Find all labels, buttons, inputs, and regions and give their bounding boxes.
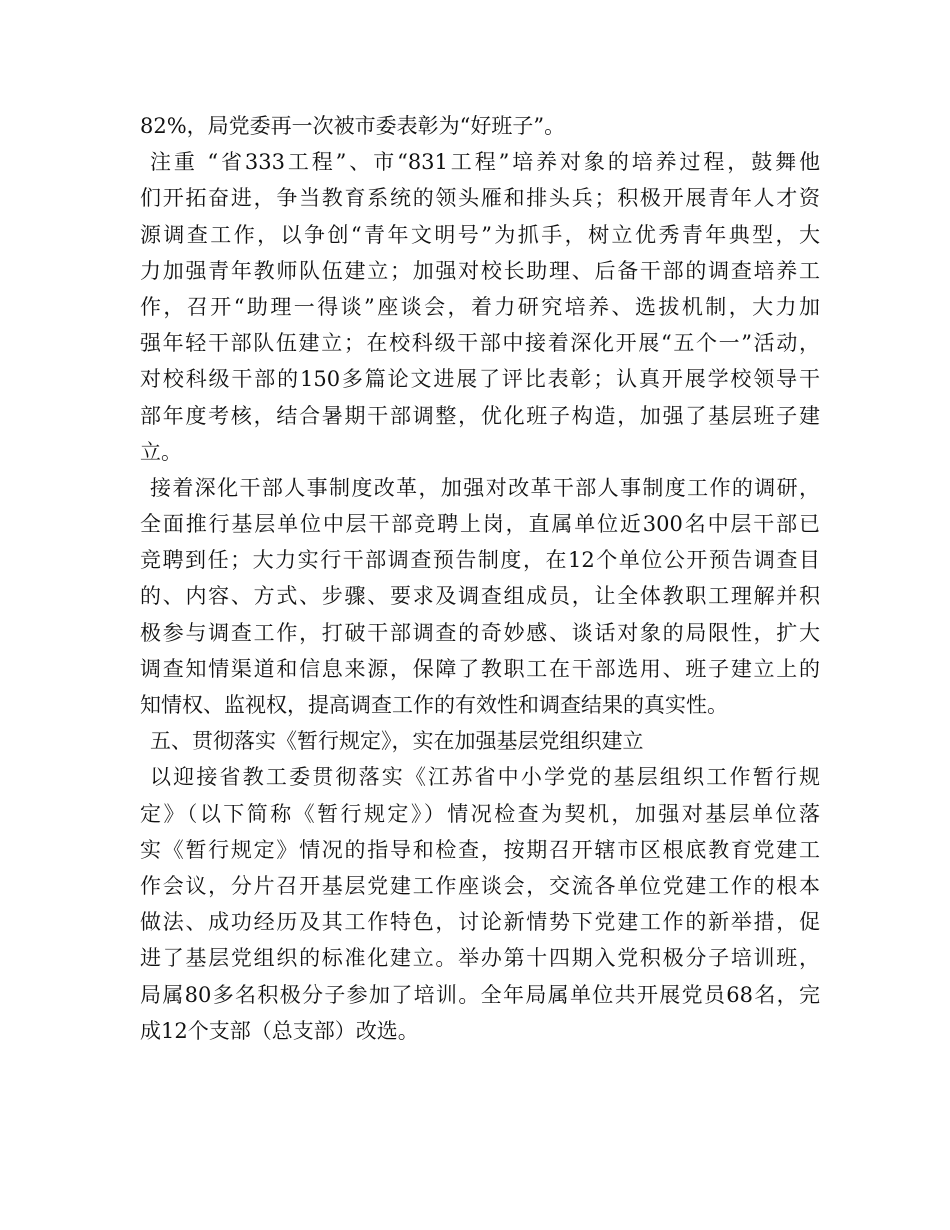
paragraph-line: 的、内容、方式、步骤、要求及调查组成员，让全体教职工理解并积 — [140, 584, 820, 609]
paragraph-line: 源调查工作，以争创“青年文明号”为抓手，树立优秀青年典型，大 — [140, 222, 820, 247]
paragraph-line: 知情权、监视权，提高调查工作的有效性和调查结果的真实性。 — [140, 693, 728, 717]
paragraph-line: 82%，局党委再一次被市委表彰为“好班子”。 — [140, 114, 566, 138]
paragraph-line: 接着深化干部人事制度改革，加强对改革干部人事制度工作的调研， — [150, 475, 820, 500]
document-body — [140, 108, 820, 1049]
paragraph-line: 竞聘到任；大力实行干部调查预告制度，在12个单位公开预告调查目 — [140, 548, 820, 573]
paragraph-line: 成12个支部（总支部）改选。 — [140, 1018, 419, 1043]
paragraph-line: 作会议，分片召开基层党建工作座谈会，交流各单位党建工作的根本 — [140, 873, 820, 898]
paragraph-line: 部年度考核，结合暑期干部调整，优化班子构造，加强了基层班子建 — [140, 403, 820, 428]
paragraph-line: 们开拓奋进，争当教育系统的领头雁和排头兵；积极开展青年人才资 — [140, 186, 820, 211]
paragraph-line: 强年轻干部队伍建立；在校科级干部中接着深化开展“五个一”活动， — [140, 331, 820, 356]
paragraph-line: 做法、成功经历及其工作特色，讨论新情势下党建工作的新举措，促 — [140, 910, 820, 935]
paragraph-line: 注重 “省333工程”、市“831工程”培养对象的培养过程，鼓舞他 — [150, 150, 820, 175]
paragraph-line: 调查知情渠道和信息来源，保障了教职工在干部选用、班子建立上的 — [140, 656, 820, 681]
paragraph-line: 对校科级干部的150多篇论文进展了评比表彰；认真开展学校领导干 — [140, 367, 820, 392]
paragraph-line: 全面推行基层单位中层干部竞聘上岗，直属单位近300名中层干部已 — [140, 512, 820, 537]
paragraph-line: 以迎接省教工委贯彻落实《江苏省中小学党的基层组织工作暂行规 — [150, 765, 820, 790]
paragraph-line: 立。 — [140, 439, 182, 464]
paragraph-line: 力加强青年教师队伍建立；加强对校长助理、后备干部的调查培养工 — [140, 258, 820, 283]
paragraph-line: 定》（以下简称《暂行规定》）情况检查为契机，加强对基层单位落 — [140, 801, 820, 826]
paragraph-line: 极参与调查工作，打破干部调查的奇妙感、谈话对象的局限性，扩大 — [140, 620, 820, 645]
paragraph-line: 局属80多名积极分子参加了培训。全年局属单位共开展党员68名，完 — [140, 982, 820, 1007]
section-heading: 五、贯彻落实《暂行规定》，实在加强基层党组织建立 — [150, 729, 644, 754]
paragraph-line: 进了基层党组织的标准化建立。举办第十四期入党积极分子培训班， — [140, 946, 820, 971]
paragraph-line: 作，召开“助理一得谈”座谈会，着力研究培养、选拔机制，大力加 — [140, 294, 820, 319]
paragraph-line: 实《暂行规定》情况的指导和检查，按期召开辖市区根底教育党建工 — [140, 837, 820, 862]
